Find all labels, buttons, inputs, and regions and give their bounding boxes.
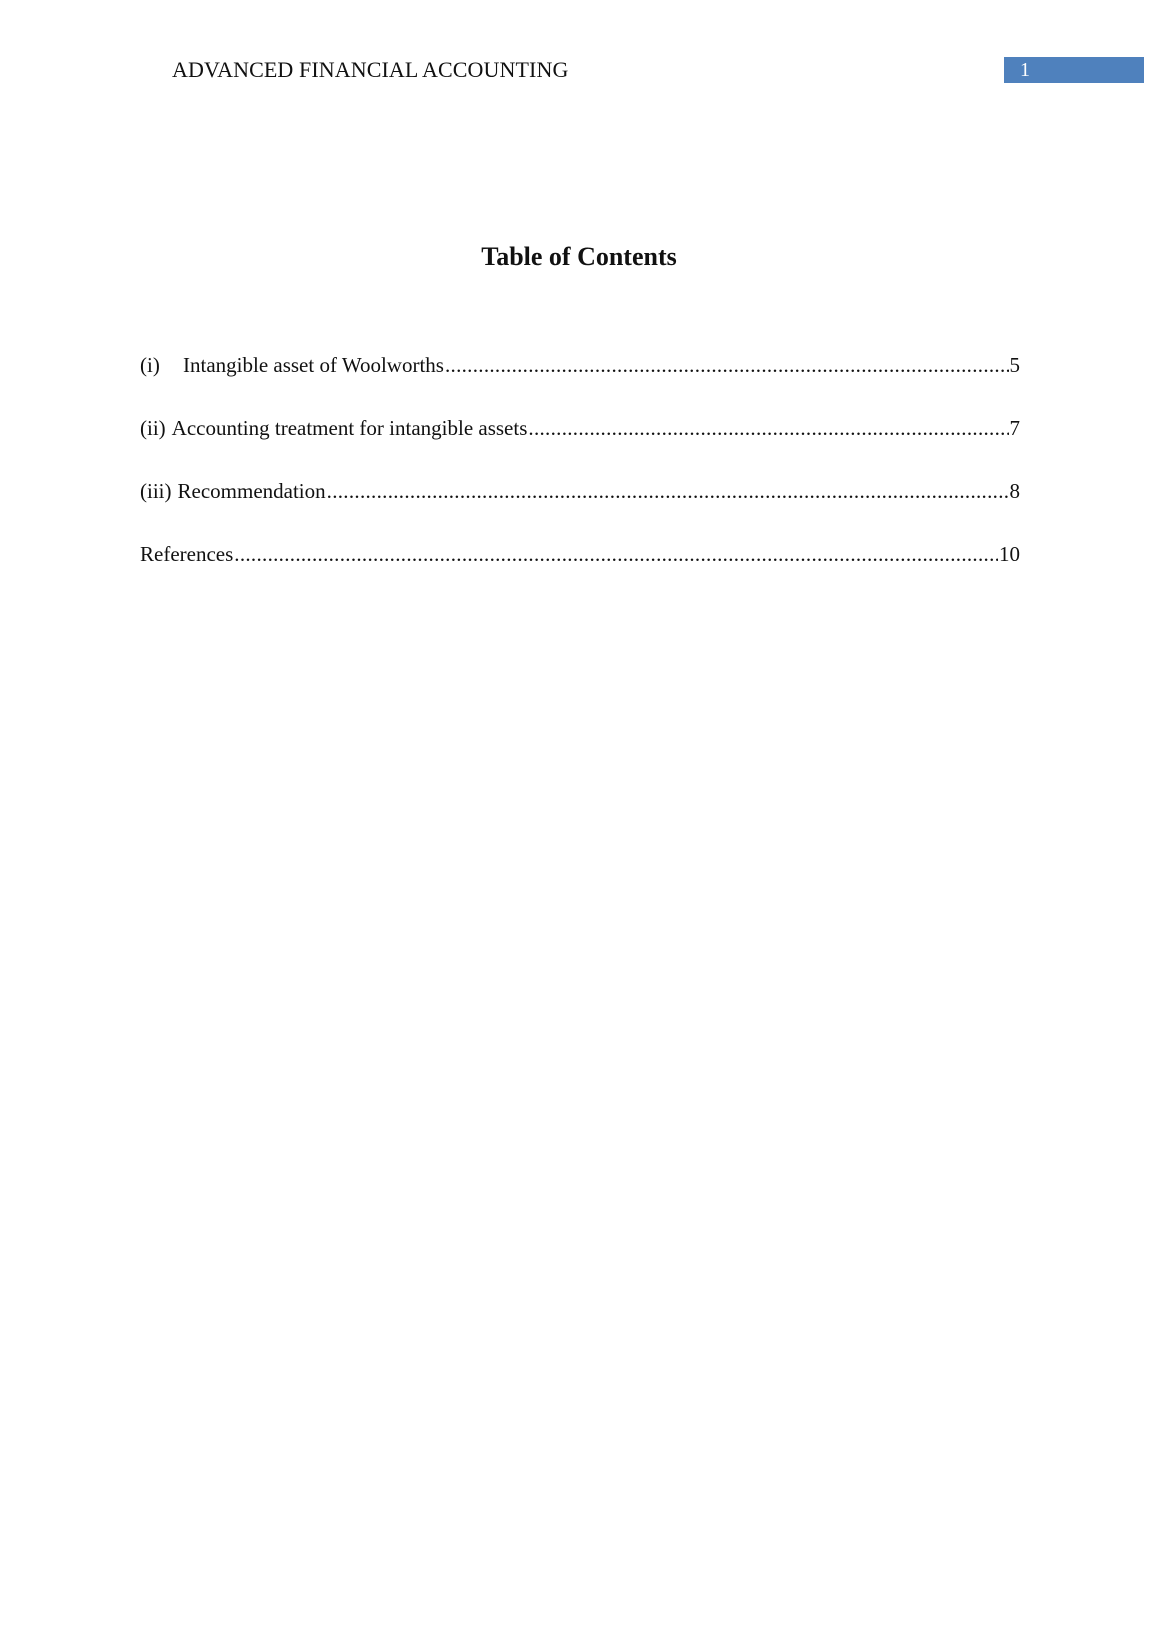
toc-entry-number: (i) bbox=[140, 353, 160, 377]
toc-entry-label: Recommendation bbox=[177, 479, 326, 503]
toc-entry-page: 10 bbox=[999, 542, 1020, 566]
toc-entry-number: (ii) bbox=[140, 416, 166, 440]
toc-heading: Table of Contents bbox=[481, 242, 677, 271]
dot-leader bbox=[234, 539, 998, 569]
toc-entry-label: References bbox=[140, 542, 234, 566]
toc-entry-references[interactable] bbox=[140, 539, 1020, 602]
toc-entry-page: 8 bbox=[1009, 479, 1020, 503]
toc-entry-label: Accounting treatment for intangible assets bbox=[171, 416, 528, 440]
page-number-badge bbox=[1004, 57, 1144, 83]
dot-leader bbox=[445, 350, 1009, 380]
page-number: 1 bbox=[1020, 59, 1030, 81]
table-of-contents bbox=[140, 350, 1020, 602]
dot-leader bbox=[528, 413, 1008, 443]
dot-leader bbox=[327, 476, 1009, 506]
toc-entry-page: 5 bbox=[1009, 353, 1020, 377]
toc-entry-page: 7 bbox=[1009, 416, 1020, 440]
toc-entry-accounting-treatment[interactable] bbox=[140, 413, 1020, 476]
running-header-title: ADVANCED FINANCIAL ACCOUNTING bbox=[172, 57, 569, 82]
toc-entry-recommendation[interactable] bbox=[140, 476, 1020, 539]
toc-entry-intangible-asset[interactable] bbox=[140, 350, 1020, 413]
toc-entry-label: Intangible asset of Woolworths bbox=[183, 353, 444, 377]
toc-entry-number: (iii) bbox=[140, 479, 172, 503]
